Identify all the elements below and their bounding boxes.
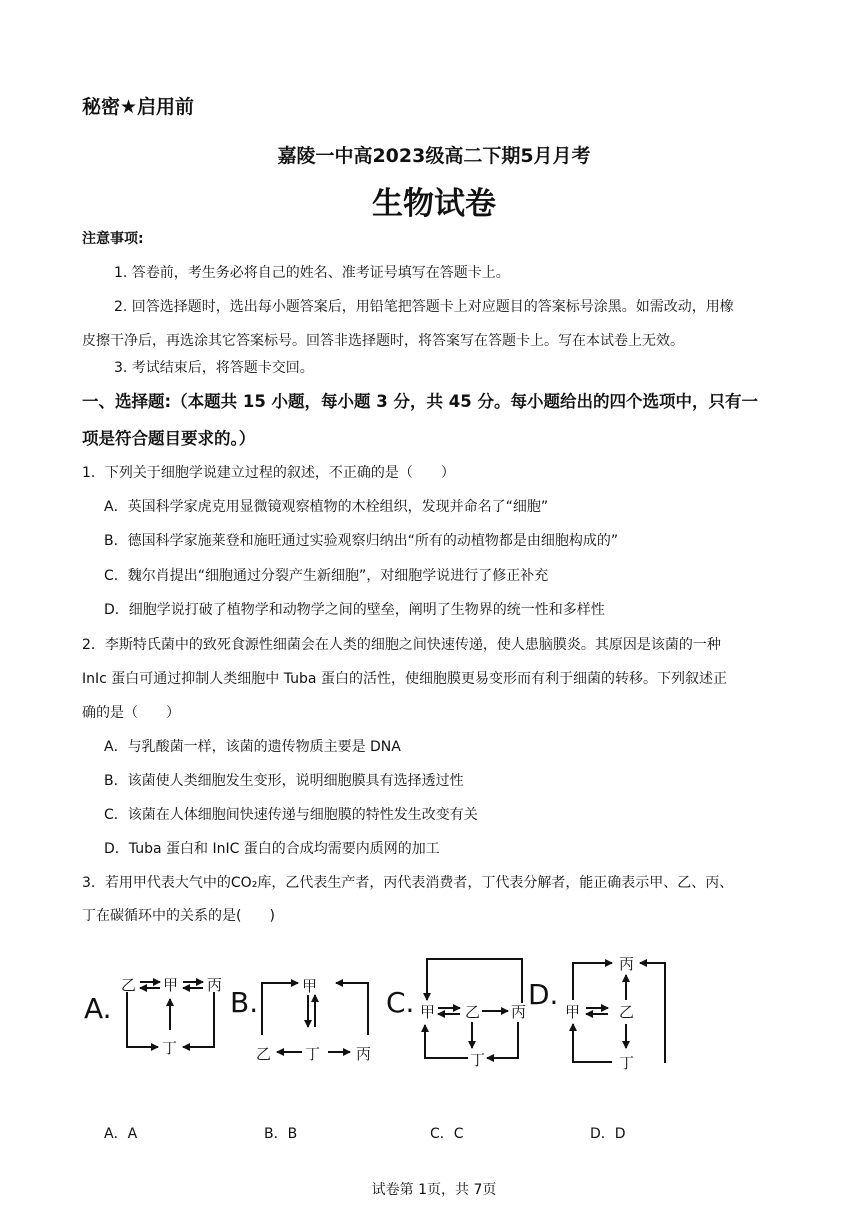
diagram-c-letter: C. bbox=[386, 986, 415, 1019]
question-1-option-c: C．魏尔肖提出“细胞通过分裂产生新细胞”，对细胞学说进行了修正补充 bbox=[104, 568, 549, 584]
notice-item-2-cont: 皮擦干净后，再选涂其它答案标号。回答非选择题时，将答案写在答题卡上。写在本试卷上无效。 bbox=[82, 333, 684, 349]
notice-item-2: 2. 回答选择题时，选出每小题答案后，用铅笔把答题卡上对应题目的答案标号涂黑。如需改动，用橡 bbox=[114, 299, 734, 315]
diagram-a-jia: 甲 bbox=[163, 976, 179, 994]
question-3-stem: 3．若用甲代表大气中的CO₂库，乙代表生产者，丙代表消费者，丁代表分解者，能正确表示甲、乙、丙、 bbox=[82, 875, 734, 891]
diagram-a-bing: 丙 bbox=[207, 976, 223, 994]
section-heading: 一、选择题:（本题共 15 小题，每小题 3 分，共 45 分。每小题给出的四个选项中，只有一 bbox=[82, 392, 758, 411]
question-1-option-d: D．细胞学说打破了植物学和动物学之间的壁垒，阐明了生物界的统一性和多样性 bbox=[104, 602, 605, 618]
question-2-option-b: B．该菌使人类细胞发生变形，说明细胞膜具有选择透过性 bbox=[104, 773, 464, 789]
question-3-stem-line2: 丁在碳循环中的关系的是( ) bbox=[82, 908, 275, 924]
diagram-b-letter: B. bbox=[230, 986, 259, 1019]
diagram-d-bing: 丙 bbox=[619, 955, 635, 973]
question-1-stem: 1．下列关于细胞学说建立过程的叙述，不正确的是（ ） bbox=[82, 465, 455, 481]
diagram-b-jia: 甲 bbox=[302, 977, 318, 995]
carbon-cycle-diagrams bbox=[0, 940, 868, 1080]
diagram-b-yi: 乙 bbox=[256, 1045, 272, 1063]
exam-title: 嘉陵一中高2023级高二下期5月月考 bbox=[277, 145, 591, 167]
notice-item-3: 3. 考试结束后，将答题卡交回。 bbox=[114, 360, 314, 376]
section-heading-cont: 项是符合题目要求的。） bbox=[82, 429, 256, 448]
diagram-d-yi: 乙 bbox=[619, 1003, 635, 1021]
question-3-option-c: C．C bbox=[430, 1126, 464, 1142]
diagram-c-ding: 丁 bbox=[470, 1051, 486, 1069]
notice-item-1: 1. 答卷前，考生务必将自己的姓名、准考证号填写在答题卡上。 bbox=[114, 265, 510, 281]
question-2-option-a: A．与乳酸菌一样，该菌的遗传物质主要是 DNA bbox=[104, 739, 401, 755]
question-3-option-d: D．D bbox=[590, 1126, 626, 1142]
diagram-a-ding: 丁 bbox=[162, 1039, 178, 1057]
diagram-d-letter: D. bbox=[528, 978, 559, 1011]
diagram-c-jia: 甲 bbox=[420, 1003, 436, 1021]
question-3-option-b: B．B bbox=[264, 1126, 298, 1142]
diagram-c-yi: 乙 bbox=[465, 1003, 481, 1021]
question-2-option-d: D．Tuba 蛋白和 InIC 蛋白的合成均需要内质网的加工 bbox=[104, 841, 440, 857]
diagram-c-bing: 丙 bbox=[511, 1003, 527, 1021]
question-2-stem-line2: InIc 蛋白可通过抑制人类细胞中 Tuba 蛋白的活性，使细胞膜更易变形而有利于细菌的转移。下列叙述正 bbox=[82, 671, 727, 687]
question-2-option-c: C．该菌在人体细胞间快速传递与细胞膜的特性发生改变有关 bbox=[104, 807, 478, 823]
diagram-b-ding: 丁 bbox=[305, 1045, 321, 1063]
diagram-a-letter: A. bbox=[84, 992, 112, 1025]
question-3-option-a: A．A bbox=[104, 1126, 138, 1142]
page-footer: 试卷第 1页，共 7页 bbox=[371, 1182, 497, 1198]
question-2-stem-line3: 确的是（ ） bbox=[82, 705, 180, 721]
diagram-d-jia: 甲 bbox=[565, 1003, 581, 1021]
diagram-b-bing: 丙 bbox=[356, 1045, 372, 1063]
notice-heading: 注意事项: bbox=[82, 231, 144, 247]
question-1-option-a: A．英国科学家虎克用显微镜观察植物的木栓组织，发现并命名了“细胞” bbox=[104, 499, 549, 515]
diagram-d-ding: 丁 bbox=[619, 1054, 635, 1072]
diagram-a-yi: 乙 bbox=[121, 976, 137, 994]
question-1-option-b: B．德国科学家施莱登和施旺通过实验观察归纳出“所有的动植物都是由细胞构成的” bbox=[104, 533, 619, 549]
subject-title: 生物试卷 bbox=[372, 186, 496, 222]
secret-label: 秘密★启用前 bbox=[82, 96, 195, 118]
question-2-stem: 2．李斯特氏菌中的致死食源性细菌会在人类的细胞之间快速传递，使人患脑膜炎。其原因是该菌的一种 bbox=[82, 637, 721, 653]
